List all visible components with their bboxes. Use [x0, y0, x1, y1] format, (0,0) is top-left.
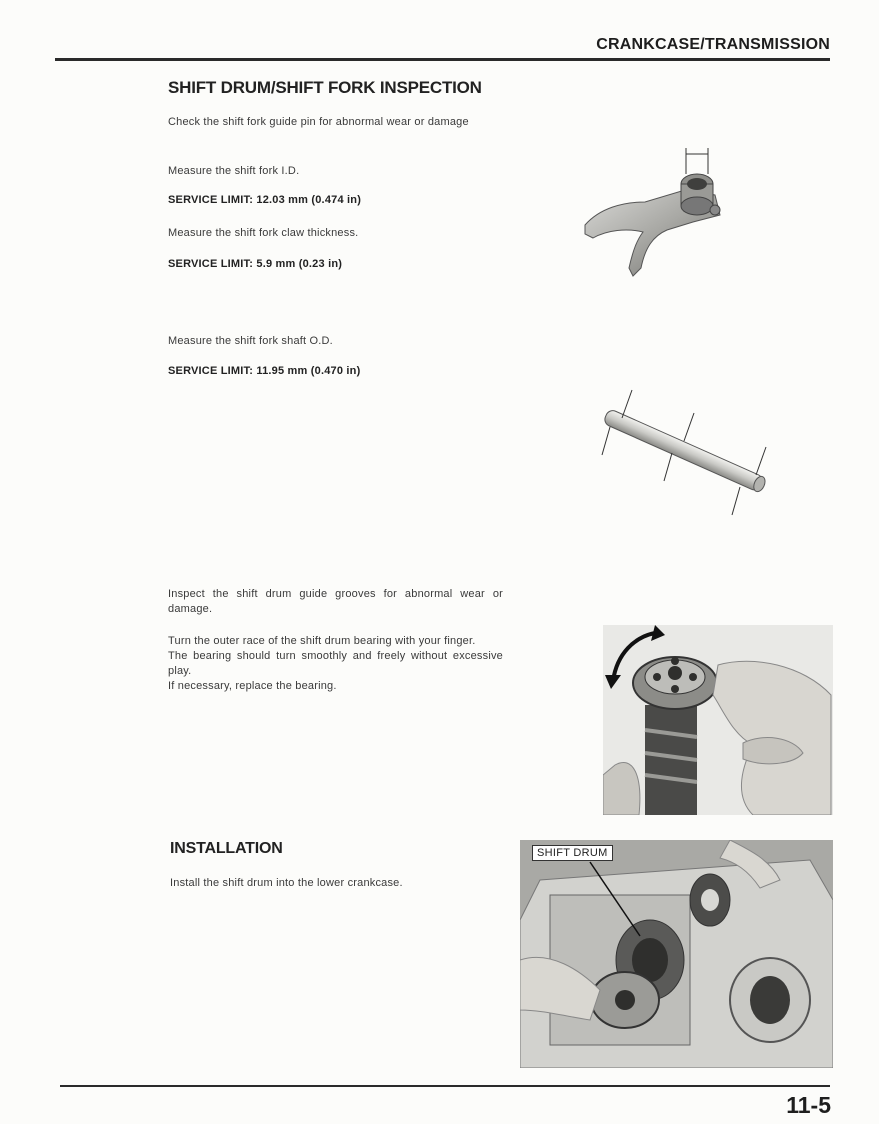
service-limit-value: 12.03 mm (0.474 in) — [256, 194, 362, 206]
bearing-line: The bearing should turn smoothly and freely without excessive play. — [168, 650, 503, 677]
installation-photo — [520, 840, 833, 1068]
service-limit-label: SERVICE LIMIT: — [168, 258, 254, 270]
page-number: 11-5 — [786, 1092, 831, 1118]
service-limit-value: 11.95 mm (0.470 in) — [256, 365, 361, 377]
service-limit-value: 5.9 mm (0.23 in) — [256, 258, 343, 270]
shift-fork-illustration — [575, 140, 735, 285]
measure-claw-text: Measure the shift fork claw thickness. — [168, 227, 359, 239]
measure-shaft-text: Measure the shift fork shaft O.D. — [168, 335, 333, 347]
bearing-instructions — [168, 634, 503, 694]
shift-drum-bearing-photo — [603, 625, 833, 815]
header-rule — [55, 58, 830, 61]
bearing-line: If necessary, replace the bearing. — [168, 680, 337, 692]
shift-drum-callout: SHIFT DRUM — [532, 845, 613, 861]
installation-heading: INSTALLATION — [170, 840, 283, 857]
inspect-grooves-text: Inspect the shift drum guide grooves for abnormal wear or damage. — [168, 588, 503, 615]
installation-text: Install the shift drum into the lower crankcase. — [170, 877, 403, 889]
service-limit-fork-id — [168, 194, 361, 206]
service-limit-label: SERVICE LIMIT: — [168, 365, 254, 377]
footer-rule — [60, 1085, 830, 1087]
service-limit-shaft — [168, 365, 360, 377]
service-limit-claw — [168, 258, 342, 270]
shift-fork-shaft-illustration — [590, 385, 780, 520]
service-limit-label: SERVICE LIMIT: — [168, 194, 254, 206]
inspection-heading: SHIFT DRUM/SHIFT FORK INSPECTION — [168, 78, 482, 97]
bearing-line: Turn the outer race of the shift drum bearing with your finger. — [168, 635, 476, 647]
check-guide-pin-text: Check the shift fork guide pin for abnormal wear or damage — [168, 116, 469, 128]
measure-fork-id-text: Measure the shift fork I.D. — [168, 165, 300, 177]
section-title: CRANKCASE/TRANSMISSION — [596, 36, 830, 53]
